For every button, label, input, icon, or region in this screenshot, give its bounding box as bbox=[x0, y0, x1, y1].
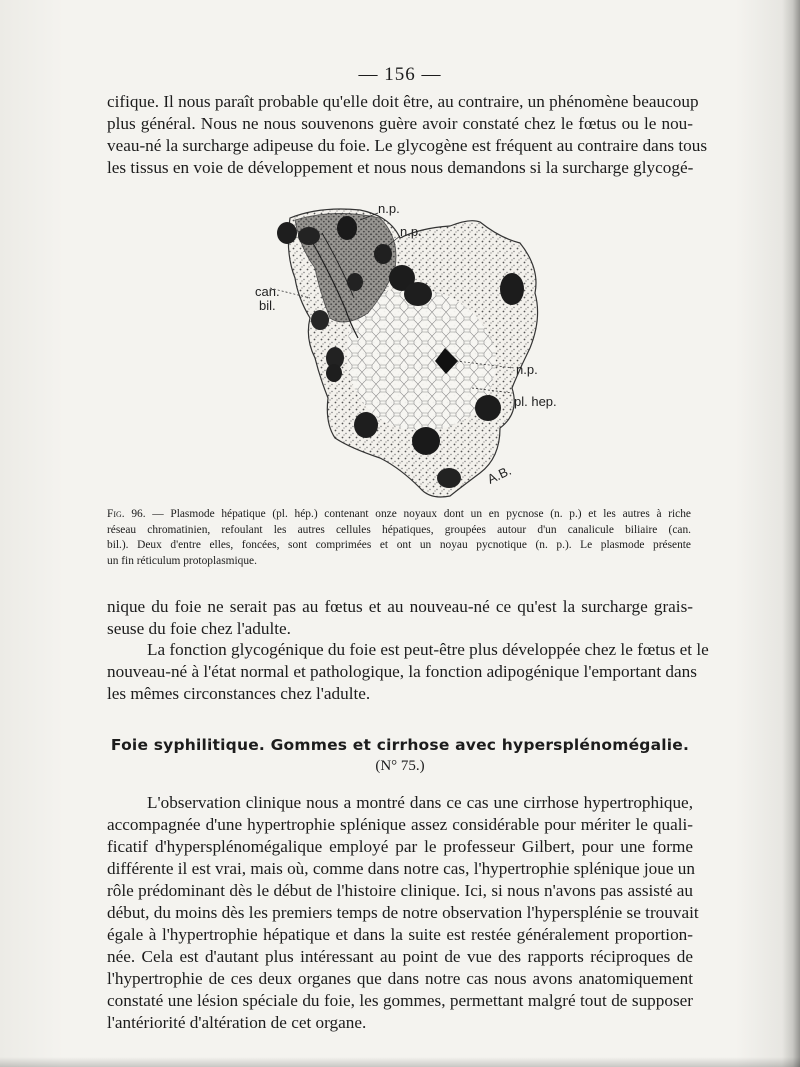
paragraph-3 bbox=[107, 639, 709, 705]
caption-text: — Plasmode hépatique (pl. hép.) contenant onze noyaux dont un en pycnose (n. p.) et les autres à riche bbox=[152, 508, 691, 520]
text-line: plus général. Nous ne nous souvenons guère avoir constaté chez le fœtus ou le nou- bbox=[107, 114, 693, 133]
label-bil: bil. bbox=[259, 298, 276, 313]
nucleus bbox=[412, 427, 440, 455]
page-edge-shadow-right bbox=[782, 0, 800, 1067]
label-np-second: n.p. bbox=[400, 224, 422, 239]
paragraph-2 bbox=[107, 596, 693, 640]
text-line: La fonction glycogénique du foie est peut-être plus développée chez le fœtus et le bbox=[147, 640, 709, 659]
label-can: can. bbox=[255, 284, 280, 299]
text-line: nique du foie ne serait pas au fœtus et au nouveau-né ce qu'est la surcharge grais- bbox=[107, 597, 693, 616]
text-line: née. Cela est d'autant plus intéressant au point de vue des rapports réciproques de bbox=[107, 947, 693, 966]
label-pl-hep: pl. hep. bbox=[514, 394, 557, 409]
figure-number: Fig. 96. bbox=[107, 508, 146, 520]
paragraph-4 bbox=[107, 792, 699, 1034]
caption-line: réseau chromatinien, refoulant les autres cellules hépatiques, groupées autour d'un canalicule biliaire (can. bbox=[107, 523, 691, 536]
text-line: nouveau-né à l'état normal et pathologique, la fonction adipogénique l'emportant dans bbox=[107, 662, 697, 681]
text-line: veau-né la surcharge adipeuse du foie. Le glycogène est fréquent au contraire dans tous bbox=[107, 136, 708, 155]
nucleus bbox=[475, 395, 501, 421]
paragraph-1 bbox=[107, 91, 708, 179]
nucleus bbox=[347, 273, 363, 291]
nucleus bbox=[374, 244, 392, 264]
text-line: l'hypertrophie de ces deux organes que dans notre cas nous avons anatomiquement bbox=[107, 969, 693, 988]
nucleus bbox=[404, 282, 432, 306]
text-line: l'antériorité d'altération de cet organe. bbox=[107, 1013, 367, 1032]
nucleus bbox=[437, 468, 461, 488]
figure-caption bbox=[107, 507, 691, 569]
caption-line: bil.). Deux d'entre elles, foncées, sont comprimées et ont un noyau pycnotique (n. p.). Le plasmode présente bbox=[107, 539, 691, 551]
text-line: L'observation clinique nous a montré dans ce cas une cirrhose hypertrophique, bbox=[147, 793, 693, 812]
label-np-right: n.p. bbox=[516, 362, 538, 377]
section-subtitle: (N° 75.) bbox=[375, 758, 425, 774]
section-title: Foie syphilitique. Gommes et cirrhose avec hypersplénomégalie. bbox=[110, 736, 690, 754]
text-line: différente il est vrai, mais où, comme dans notre cas, l'hypertrophie splénique joue un bbox=[107, 859, 695, 878]
liver-plasmode-figure bbox=[250, 198, 570, 503]
page-edge-shadow-bottom bbox=[0, 1057, 800, 1067]
page-number: — 156 — bbox=[358, 64, 442, 85]
nucleus bbox=[500, 273, 524, 305]
nucleus bbox=[298, 227, 320, 245]
label-np-top: n.p. bbox=[378, 201, 400, 216]
nucleus bbox=[337, 216, 357, 240]
text-line: égale à l'hypertrophie hépatique et dans la suite est restée généralement proportion- bbox=[107, 925, 693, 944]
text-line: cifique. Il nous paraît probable qu'elle doit être, au contraire, un phénomène beaucoup bbox=[107, 92, 699, 111]
text-line: ficatif d'hypersplénomégalique employé par le professeur Gilbert, pour une forme bbox=[107, 837, 693, 856]
artist-signature: A.B. bbox=[484, 462, 514, 487]
caption-line bbox=[107, 507, 691, 523]
text-line: les mêmes circonstances chez l'adulte. bbox=[107, 684, 371, 703]
nucleus bbox=[277, 222, 297, 244]
text-line: seuse du foie chez l'adulte. bbox=[107, 619, 291, 638]
text-line: accompagnée d'une hypertrophie splénique assez considérable pour mériter le quali- bbox=[107, 815, 693, 834]
text-line: début, du moins dès les premiers temps de notre observation l'hypersplénie se trouvait bbox=[107, 903, 699, 922]
nucleus bbox=[326, 364, 342, 382]
text-line: rôle prédominant dès le début de l'histoire clinique. Ici, si nous n'avons pas assisté au bbox=[107, 881, 693, 900]
text-line: constaté une lésion spéciale du foie, les gommes, permettant malgré tout de supposer bbox=[107, 991, 693, 1010]
text-line: les tissus en voie de développement et nous nous demandons si la surcharge glycogé- bbox=[107, 158, 694, 177]
nucleus bbox=[354, 412, 378, 438]
nucleus bbox=[311, 310, 329, 330]
caption-line: un fin réticulum protoplasmique. bbox=[107, 554, 257, 567]
